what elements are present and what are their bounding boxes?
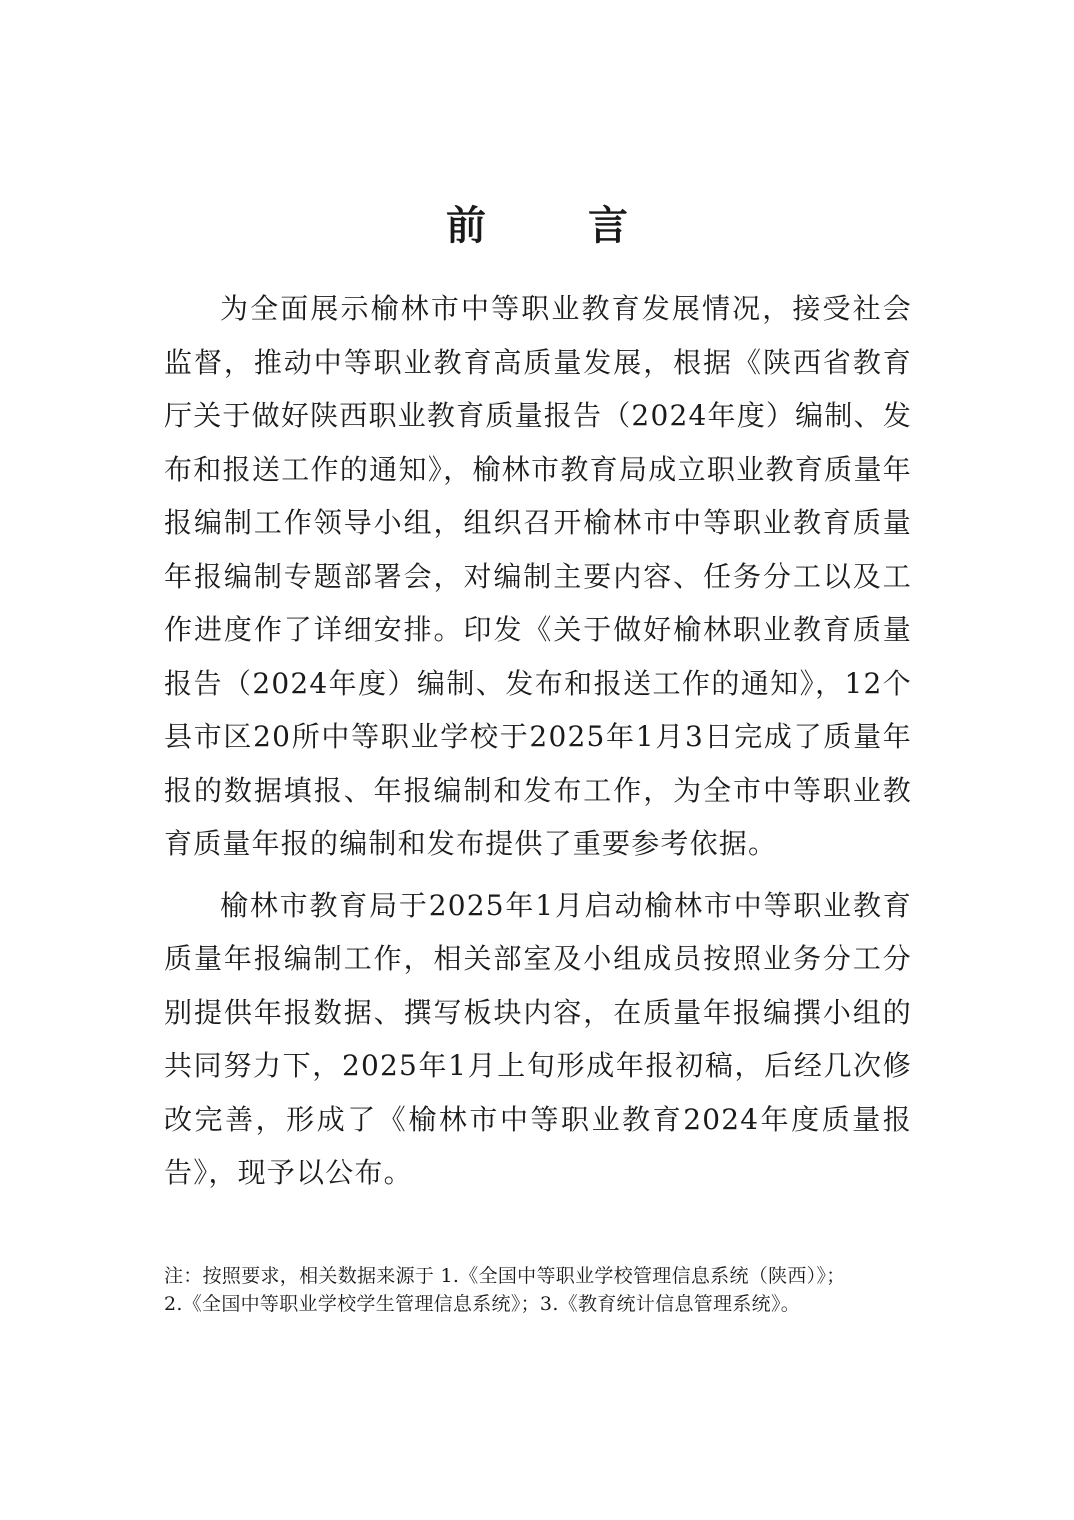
page-title: 前 言 (446, 202, 672, 249)
paragraph-2: 榆林市教育局于2025年1月启动榆林市中等职业教育质量年报编制工作，相关部室及小组成员按照业务分工分别提供年报数据、撰写板块内容，在质量年报编撰小组的共同努力下，2025年1月上旬形成年报初稿，后经几次修改完善，形成了《榆林市中等职业教育2024年度质量报告》，现予以公布。 (164, 888, 912, 1189)
data-source-note (164, 1262, 924, 1318)
paragraph-1: 为全面展示榆林市中等职业教育发展情况，接受社会监督，推动中等职业教育高质量发展，根据《陕西省教育厅关于做好陕西职业教育质量报告（2024年度）编制、发布和报送工作的通知》，榆林市教育局成立职业教育质量年报编制工作领导小组，组织召开榆林市中等职业教育质量年报编制专题部署会，对编制主要内容、任务分工以及工作进度作了详细安排。印发《关于做好榆林职业教育质量报告（2024年度）编制、发布和报送工作的通知》，12个县市区20所中等职业学校于2025年1月3日完成了质量年报的数据填报、年报编制和发布工作，为全市中等职业教育质量年报的编制和发布提供了重要参考依据。 (164, 292, 912, 860)
note-line-1: 注：按照要求，相关数据来源于 1.《全国中等职业学校管理信息系统（陕西）》； (164, 1265, 846, 1287)
preface-body (164, 282, 912, 1200)
note-line-2: 2.《全国中等职业学校学生管理信息系统》；3.《教育统计信息管理系统》。 (164, 1293, 801, 1315)
